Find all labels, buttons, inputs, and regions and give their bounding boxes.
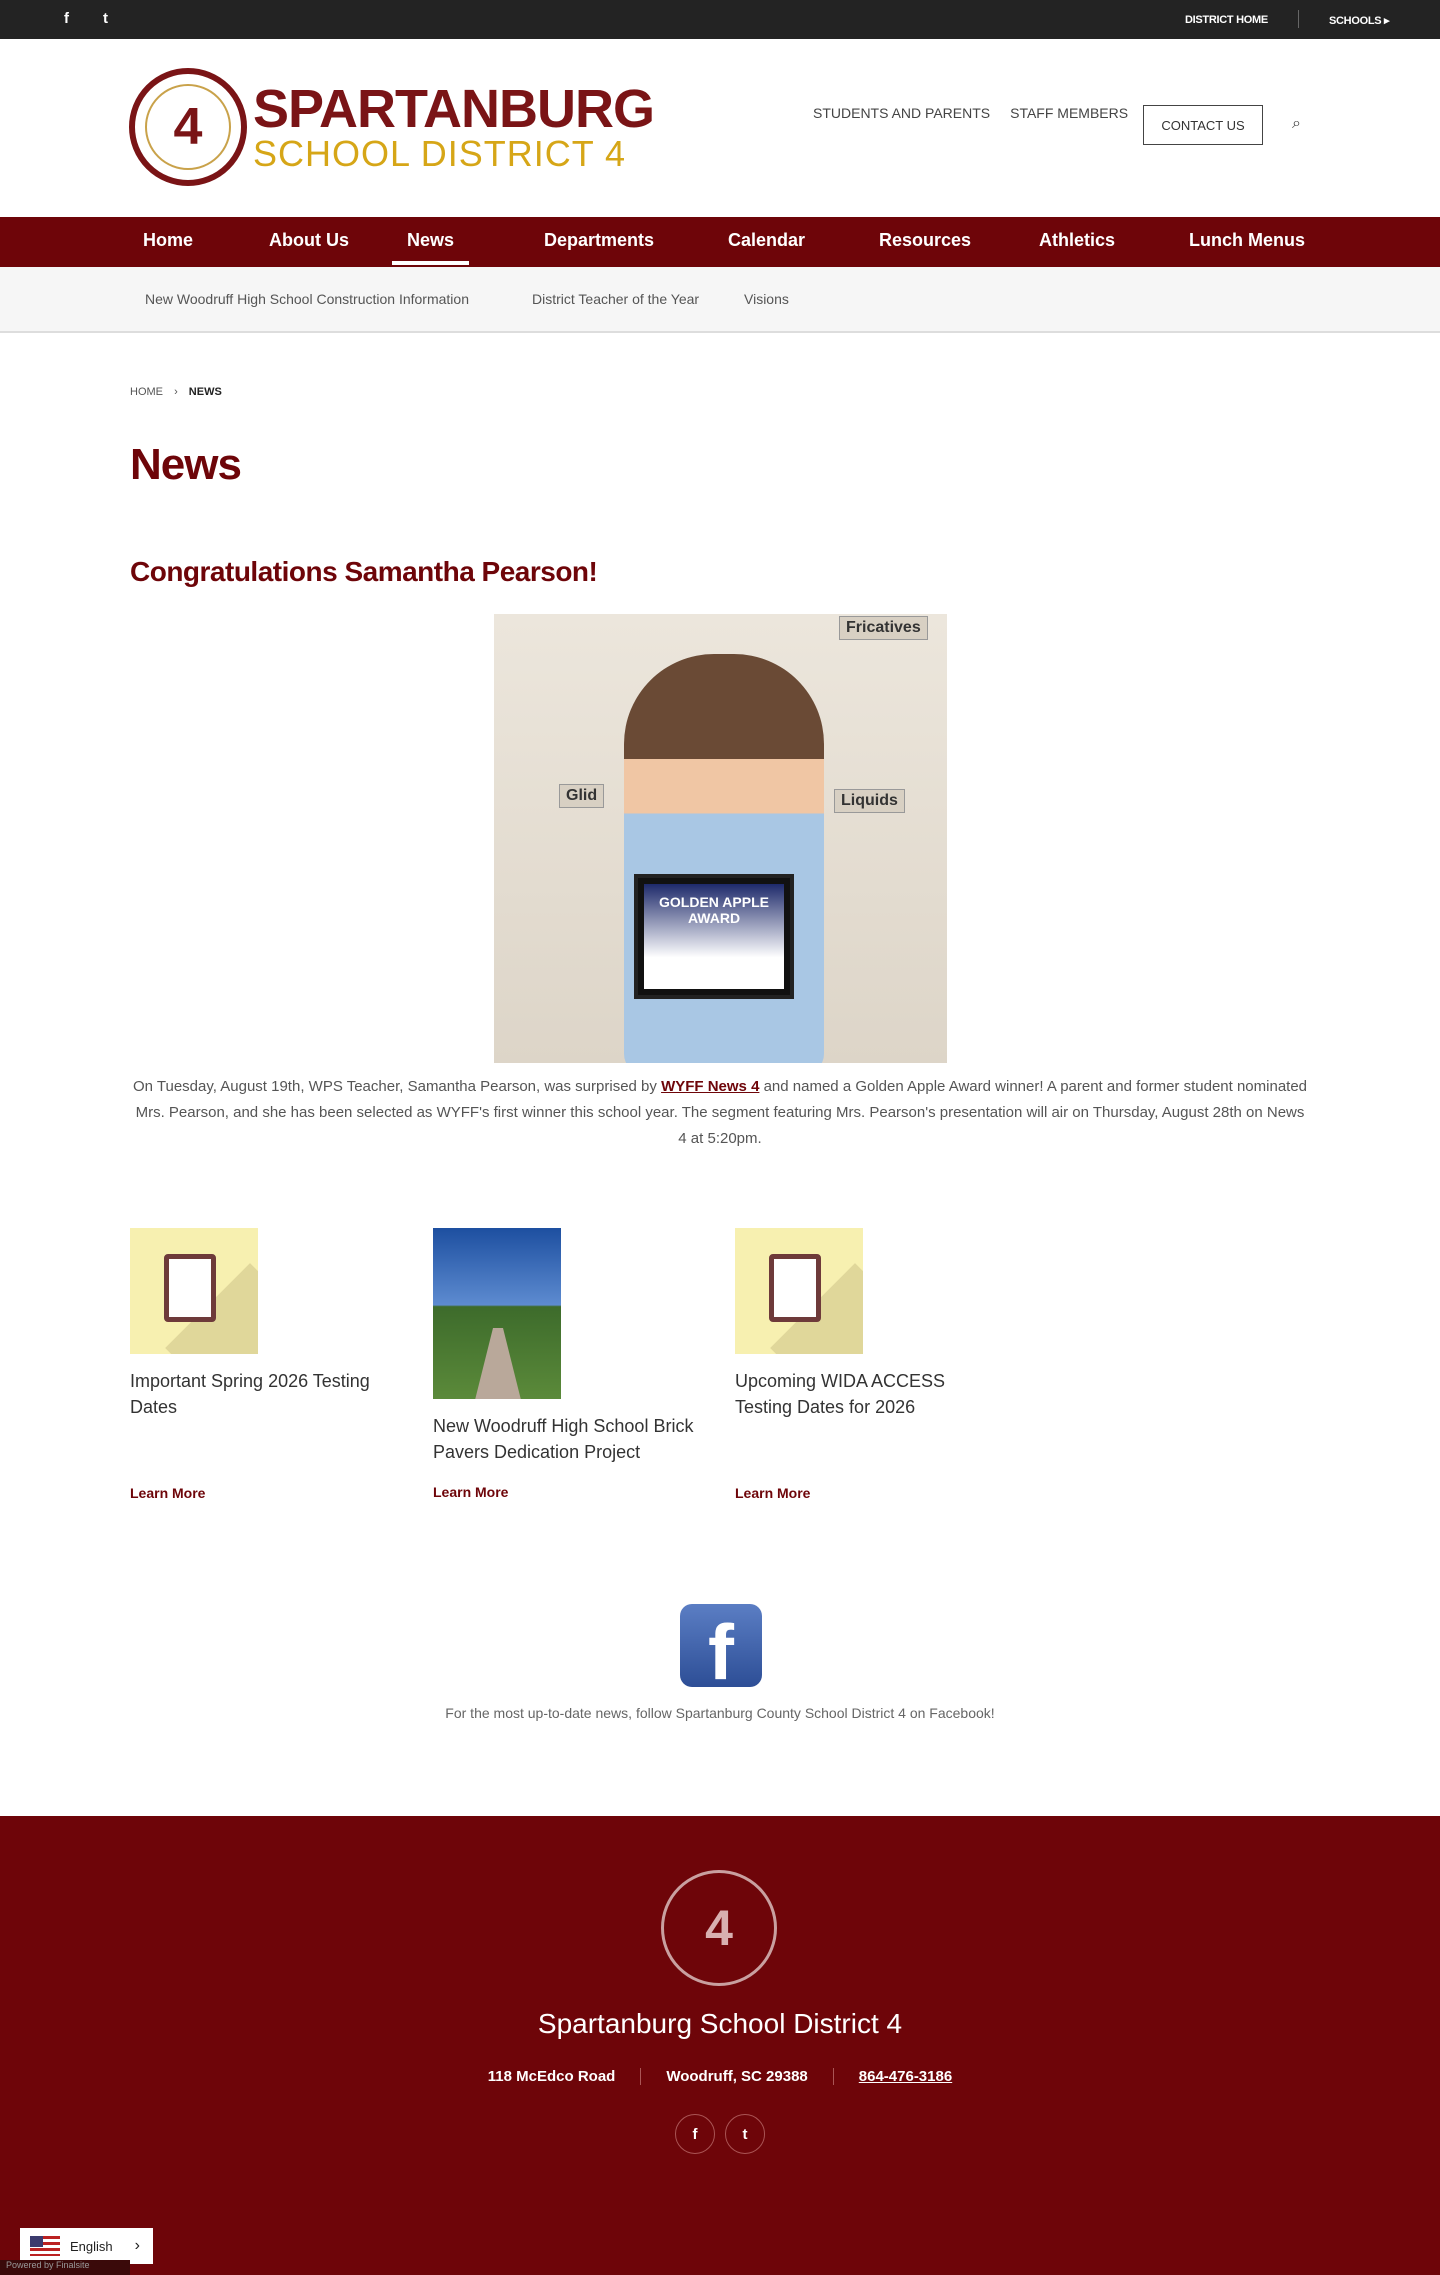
- footer: [0, 1816, 1440, 2275]
- search-icon[interactable]: ⌕: [1292, 115, 1301, 132]
- staff-members-link[interactable]: STAFF MEMBERS: [1010, 105, 1129, 121]
- divider: [1298, 10, 1299, 28]
- nav-news[interactable]: News: [392, 230, 469, 265]
- clipboard-thumbnail: [130, 1228, 258, 1354]
- learn-more-link[interactable]: Learn More: [735, 1485, 811, 1501]
- subnav-construction[interactable]: New Woodruff High School Construction Information: [145, 291, 469, 307]
- breadcrumb-current: NEWS: [188, 386, 222, 398]
- utility-bar: [0, 0, 1440, 39]
- powered-by[interactable]: Powered by Finalsite: [0, 2260, 130, 2275]
- body-text: and named a Golden Apple Award winner! A parent and former student nominated Mrs. Pearson, and she has been selected as WYFF's first winner this school year. The segment featuring Mrs. Pearson's presentation will air on Thursday, August 28th on News 4 at 5:20pm.: [135, 1078, 1308, 1147]
- pavers-photo-thumbnail: [433, 1228, 561, 1399]
- breadcrumb: [130, 386, 222, 398]
- city-state-zip: Woodruff, SC 29388: [641, 2068, 833, 2085]
- teacher-figure: [624, 654, 824, 1063]
- main-nav: [0, 217, 1440, 267]
- card-title[interactable]: Important Spring 2026 Testing Dates: [130, 1371, 370, 1417]
- seal-logo: 4: [129, 68, 247, 186]
- subnav-teacher-of-year[interactable]: District Teacher of the Year: [532, 291, 700, 307]
- nav-resources[interactable]: Resources: [879, 230, 972, 250]
- card-title[interactable]: New Woodruff High School Brick Pavers Dedication Project: [433, 1416, 694, 1462]
- nav-athletics[interactable]: Athletics: [1039, 230, 1116, 250]
- clipboard-thumbnail: [735, 1228, 863, 1354]
- subnav-visions[interactable]: Visions: [744, 291, 789, 307]
- schools-dropdown[interactable]: SCHOOLS ▸: [1329, 15, 1390, 27]
- wyff-link[interactable]: WYFF News 4: [661, 1078, 760, 1095]
- photo-label: Fricatives: [839, 616, 928, 640]
- footer-twitter-icon[interactable]: t: [725, 2114, 765, 2154]
- language-selector[interactable]: [20, 2228, 153, 2264]
- twitter-icon[interactable]: t: [103, 10, 108, 27]
- phone-link[interactable]: 864-476-3186: [858, 2068, 953, 2085]
- brand-line-1: SPARTANBURG: [253, 79, 654, 139]
- award-text: GOLDEN APPLE AWARD: [644, 884, 784, 989]
- header-links: [813, 105, 1128, 121]
- chevron-right-icon: ›: [134, 2237, 140, 2254]
- card-title[interactable]: Upcoming WIDA ACCESS Testing Dates for 2026: [735, 1371, 946, 1417]
- breadcrumb-separator: ›: [174, 386, 178, 398]
- facebook-icon[interactable]: f: [64, 10, 69, 27]
- footer-seal-logo: 4: [661, 1870, 777, 1986]
- district-logo[interactable]: [129, 68, 654, 186]
- photo-label: Liquids: [834, 789, 905, 813]
- contact-us-button[interactable]: CONTACT US: [1143, 105, 1263, 145]
- body-text: On Tuesday, August 19th, WPS Teacher, Samantha Pearson, was surprised by: [132, 1078, 662, 1095]
- nav-departments[interactable]: Departments: [544, 230, 655, 250]
- article-title: Congratulations Samantha Pearson!: [130, 556, 598, 587]
- language-label: English: [70, 2238, 113, 2254]
- learn-more-link[interactable]: Learn More: [433, 1484, 509, 1500]
- news-card[interactable]: [735, 1228, 1005, 1501]
- nav-calendar[interactable]: Calendar: [728, 230, 806, 250]
- page-title: News: [130, 440, 241, 489]
- brand-line-2: SCHOOL DISTRICT 4: [253, 133, 627, 174]
- learn-more-link[interactable]: Learn More: [130, 1485, 206, 1501]
- sub-nav: [0, 267, 1440, 333]
- article-photo: [494, 614, 947, 1063]
- news-card[interactable]: [433, 1228, 703, 1500]
- nav-home[interactable]: Home: [143, 230, 194, 250]
- article-body: [130, 1074, 1310, 1152]
- photo-label: Glid: [559, 784, 604, 808]
- breadcrumb-home[interactable]: HOME: [130, 386, 163, 398]
- facebook-logo-icon[interactable]: f: [680, 1604, 762, 1687]
- street-address: 118 McEdco Road: [463, 2068, 642, 2085]
- nav-lunch-menus[interactable]: Lunch Menus: [1189, 230, 1305, 250]
- nav-about-us[interactable]: About Us: [269, 230, 349, 250]
- district-home-link[interactable]: DISTRICT HOME: [1185, 14, 1268, 26]
- footer-facebook-icon[interactable]: f: [675, 2114, 715, 2154]
- footer-title: Spartanburg School District 4: [537, 2008, 903, 2039]
- award-certificate: [634, 874, 794, 999]
- footer-address: [0, 2068, 1440, 2085]
- facebook-follow-text: For the most up-to-date news, follow Spartanburg County School District 4 on Facebook!: [445, 1705, 995, 1721]
- news-card[interactable]: [130, 1228, 400, 1501]
- students-parents-link[interactable]: STUDENTS AND PARENTS: [813, 105, 991, 121]
- us-flag-icon: [30, 2236, 60, 2256]
